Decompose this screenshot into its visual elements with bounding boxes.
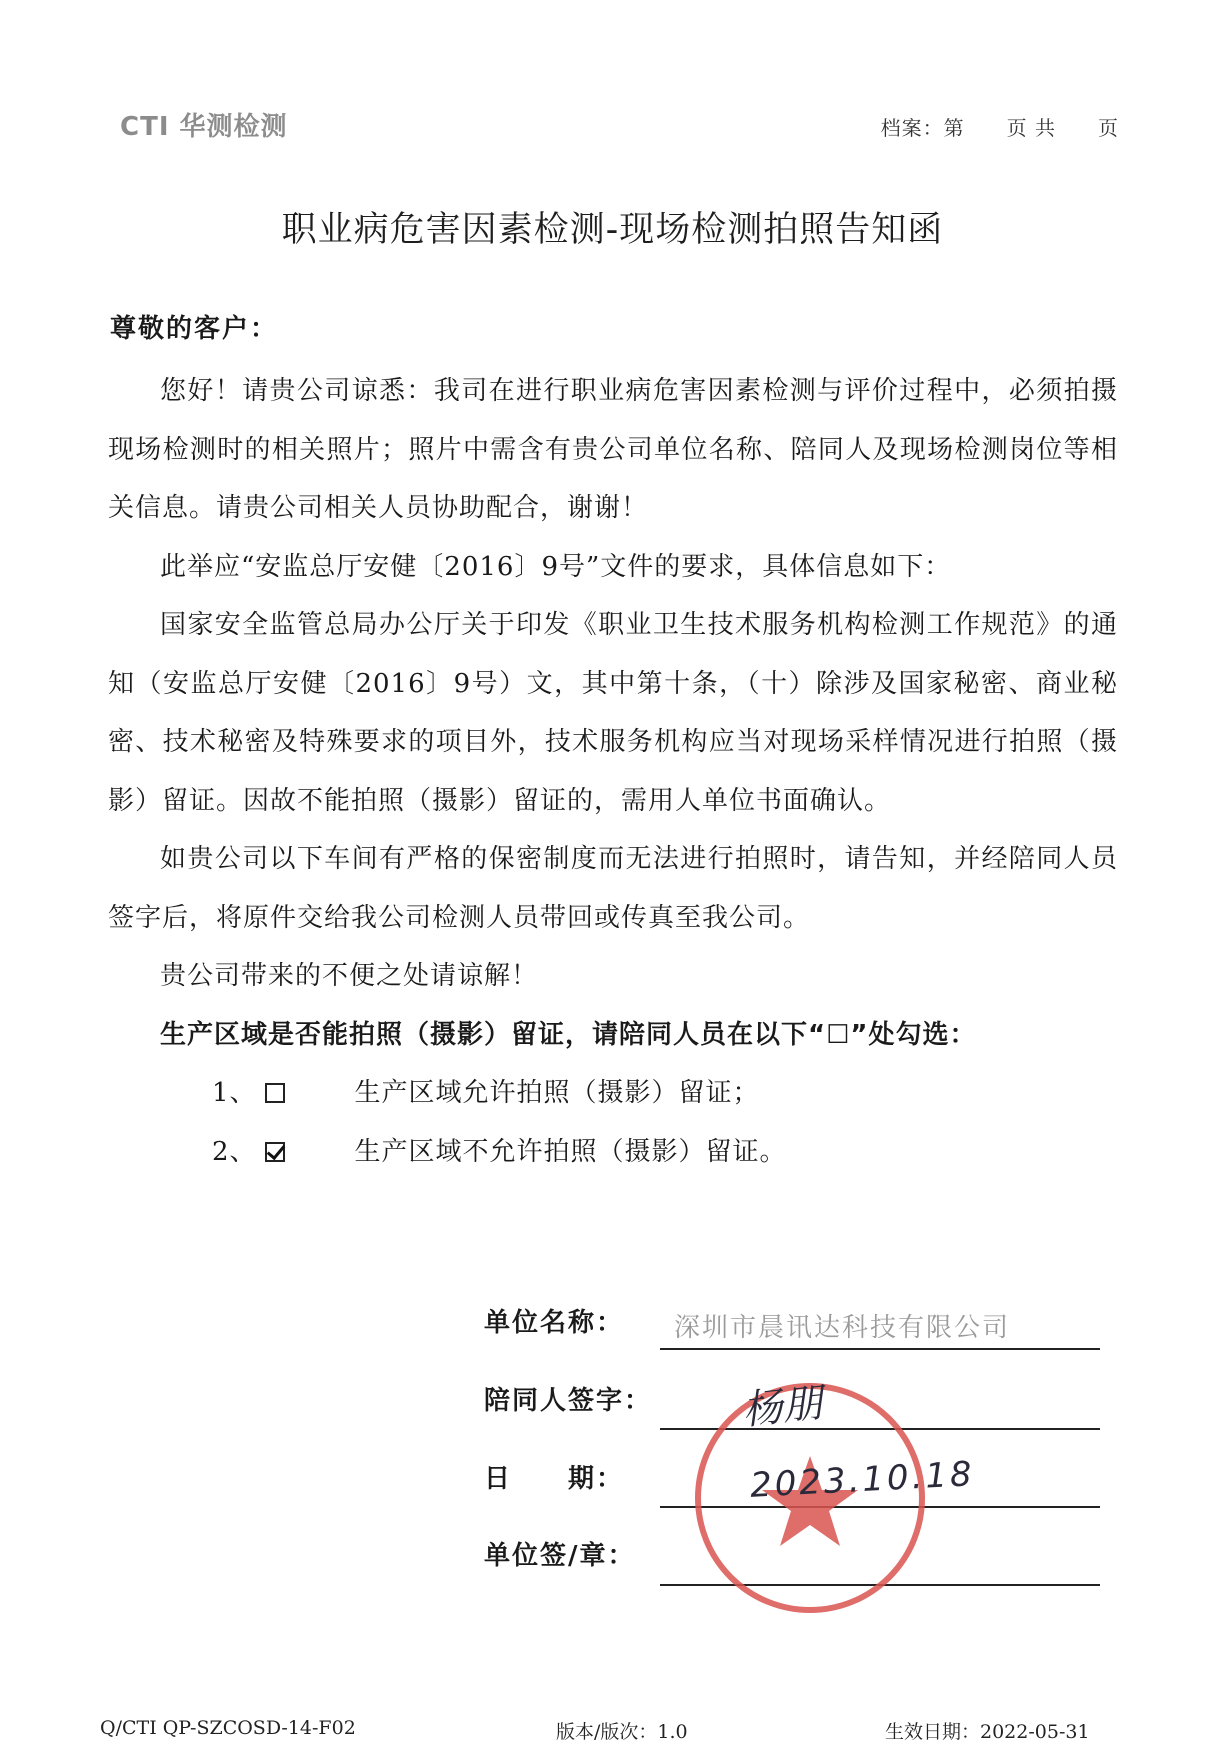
date-label: 日 期： [484, 1464, 625, 1494]
paragraph: 国家安全监管总局办公厅关于印发《职业卫生技术服务机构检测工作规范》的通知（安监总厅安健〔2016〕9号）文，其中第十条，（十）除涉及国家秘密、商业秘密、技术秘密及特殊要求的项目外，技术服务机构应当对现场采样情况进行拍照（摄影）留证。因故不能拍照（摄影）留证的，需用人单位书面确认。 [108, 610, 1118, 816]
option-label: 生产区域允许拍照（摄影）留证； [354, 1078, 760, 1108]
option-row-1 [108, 1064, 1118, 1123]
company-stamp-label: 单位签/章： [484, 1541, 636, 1571]
paragraph: 您好！请贵公司谅悉：我司在进行职业病危害因素检测与评价过程中，必须拍摄现场检测时的相关照片；照片中需含有贵公司单位名称、陪同人及现场检测岗位等相关信息。请贵公司相关人员协助配合，谢谢！ [108, 376, 1118, 523]
option-checkbox-1[interactable] [265, 1083, 285, 1103]
paragraph: 贵公司带来的不便之处请谅解！ [160, 961, 539, 991]
escort-signature-label: 陪同人签字： [484, 1386, 653, 1416]
company-name-line [660, 1348, 1100, 1350]
footer-version: 版本/版次：1.0 [556, 1721, 688, 1743]
option-number: 2、 [212, 1136, 257, 1167]
salutation: 尊敬的客户： [110, 314, 279, 344]
escort-handwritten-signature: 杨朋 [740, 1379, 825, 1435]
company-name-label: 单位名称： [484, 1308, 625, 1338]
paragraph: 此举应“安监总厅安健〔2016〕9号”文件的要求，具体信息如下： [160, 551, 952, 582]
handwritten-date: 2023.10.18 [749, 1454, 976, 1506]
option-label: 生产区域不允许拍照（摄影）留证。 [354, 1136, 787, 1167]
letter-body [108, 362, 1118, 1181]
archive-page-info: 档案：第 页 共 页 [880, 116, 1119, 140]
option-number: 1、 [212, 1078, 257, 1108]
footer-effective-date: 生效日期：2022-05-31 [885, 1721, 1090, 1743]
document-title: 职业病危害因素检测-现场检测拍照告知函 [281, 210, 944, 250]
option-checkbox-2[interactable] [265, 1142, 285, 1162]
checkbox-question: 生产区域是否能拍照（摄影）留证，请陪同人员在以下“☐”处勾选： [160, 1019, 977, 1050]
paragraph: 如贵公司以下车间有严格的保密制度而无法进行拍照时，请告知，并经陪同人员签字后，将原件交给我公司检测人员带回或传真至我公司。 [108, 844, 1118, 933]
option-row-2 [108, 1123, 1118, 1182]
footer-doc-code: Q/CTI QP-SZCOSD-14-F02 [100, 1717, 356, 1739]
company-name-value: 深圳市晨讯达科技有限公司 [674, 1313, 1011, 1343]
company-logo: CTI 华测检测 [120, 112, 288, 142]
